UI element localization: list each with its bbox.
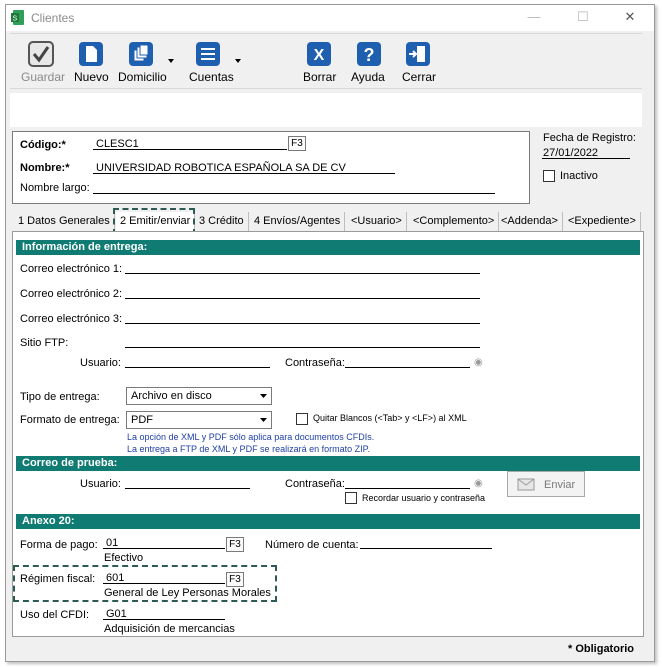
- title-bar: [6, 5, 654, 31]
- required-note: * Obligatorio: [568, 643, 634, 655]
- email3-input[interactable]: [125, 310, 480, 324]
- svg-text:S: S: [12, 15, 18, 23]
- tab-addenda[interactable]: <Addenda>: [497, 212, 563, 231]
- cfdi-use-value: G01: [106, 608, 127, 620]
- new-document-icon: [78, 41, 104, 67]
- delivery-type-label: Tipo de entrega:: [20, 391, 100, 403]
- annex20-section-header: Anexo 20:: [16, 514, 640, 529]
- send-label: Enviar: [544, 479, 576, 491]
- note-xml-pdf: La opción de XML y PDF sólo aplica para documentos CFDIs.: [127, 432, 375, 442]
- tab-expediente[interactable]: <Expediente>: [564, 212, 641, 231]
- tab-emitir-enviar[interactable]: 2 Emitir/enviar: [116, 212, 195, 231]
- email2-label: Correo electrónico 2:: [20, 288, 123, 300]
- test-email-section-header: Correo de prueba:: [16, 456, 640, 471]
- account-number-label: Número de cuenta:: [265, 539, 359, 551]
- exit-door-icon: [405, 41, 431, 67]
- remember-checkbox[interactable]: [345, 492, 357, 504]
- new-label: Nuevo: [74, 70, 109, 84]
- name-value: UNIVERSIDAD ROBOTICA ESPAÑOLA SA DE CV: [96, 162, 346, 174]
- tab-complemento[interactable]: <Complemento>: [409, 212, 499, 231]
- chevron-down-icon: [256, 388, 271, 404]
- ftp-password-label: Contraseña:: [285, 357, 345, 369]
- tax-regime-highlight: [13, 565, 277, 602]
- close-button[interactable]: [402, 40, 438, 86]
- long-name-input[interactable]: [93, 180, 495, 194]
- dropdown-arrow-icon[interactable]: [235, 59, 241, 63]
- payment-form-label: Forma de pago:: [20, 539, 98, 551]
- code-f3-button[interactable]: F3: [288, 136, 306, 151]
- cfdi-use-label: Uso del CFDI:: [20, 609, 90, 621]
- blank-banner: [10, 93, 642, 127]
- remember-label: Recordar usuario y contraseña: [362, 493, 486, 503]
- ftp-site-input[interactable]: [125, 334, 480, 348]
- payment-form-value: 01: [106, 537, 119, 549]
- inactive-label: Inactivo: [560, 170, 598, 182]
- tax-regime-description: General de Ley Personas Morales: [104, 587, 271, 599]
- maximize-icon[interactable]: ☐: [577, 9, 589, 24]
- close-icon[interactable]: ✕: [624, 9, 636, 24]
- registration-date-value: 27/01/2022: [543, 147, 599, 159]
- payment-form-input[interactable]: [103, 535, 225, 549]
- account-number-input[interactable]: [360, 535, 492, 549]
- test-password-label: Contraseña:: [285, 478, 345, 490]
- address-button[interactable]: [118, 40, 178, 86]
- svg-text:?: ?: [363, 45, 375, 65]
- payment-form-description: Efectivo: [104, 552, 144, 564]
- long-name-label: Nombre largo:: [20, 182, 90, 194]
- ftp-password-input[interactable]: [345, 354, 470, 368]
- cfdi-use-description: Adquisición de mercancias: [104, 623, 235, 635]
- delivery-type-value: Archivo en disco: [131, 390, 212, 402]
- email3-label: Correo electrónico 3:: [20, 313, 123, 325]
- tab-usuario[interactable]: <Usuario>: [347, 212, 407, 231]
- strip-blanks-label: Quitar Blancos (<Tab> y <LF>) al XML: [313, 413, 467, 423]
- tab-datos-generales[interactable]: 1 Datos Generales: [14, 212, 115, 231]
- delete-label: Borrar: [303, 70, 337, 84]
- payment-form-f3-button[interactable]: F3: [226, 537, 244, 552]
- email1-input[interactable]: [125, 260, 480, 274]
- accounts-label: Cuentas: [189, 70, 234, 84]
- new-button[interactable]: [73, 40, 111, 86]
- accounts-button[interactable]: [189, 40, 245, 86]
- documents-icon: [128, 41, 154, 67]
- test-user-label: Usuario:: [80, 478, 121, 490]
- help-label: Ayuda: [351, 70, 385, 84]
- delivery-type-select[interactable]: [126, 387, 272, 405]
- delivery-section-header: Información de entrega:: [16, 240, 640, 255]
- close-label: Cerrar: [402, 70, 437, 84]
- delete-x-icon: [306, 41, 332, 67]
- ftp-site-label: Sitio FTP:: [20, 337, 69, 349]
- delivery-format-select[interactable]: [126, 411, 272, 429]
- envelope-send-icon: [516, 476, 538, 493]
- test-password-input[interactable]: [345, 475, 470, 489]
- tab-envios-agentes[interactable]: 4 Envíos/Agentes: [250, 212, 345, 231]
- send-button[interactable]: [507, 471, 585, 497]
- app-icon: [11, 9, 25, 26]
- email2-input[interactable]: [125, 285, 480, 299]
- dropdown-arrow-icon[interactable]: [168, 59, 174, 63]
- name-label: Nombre:*: [20, 162, 70, 174]
- ftp-user-label: Usuario:: [80, 357, 121, 369]
- svg-text:X: X: [313, 47, 325, 64]
- address-label: Domicilio: [118, 70, 167, 84]
- eye-icon[interactable]: ◉: [474, 357, 483, 368]
- note-ftp-zip: La entrega a FTP de XML y PDF se realizará en formato ZIP.: [127, 444, 370, 454]
- tax-regime-value: 601: [106, 572, 125, 584]
- delete-button[interactable]: [303, 40, 337, 86]
- tax-regime-label: Régimen fiscal:: [20, 573, 96, 585]
- minimize-icon[interactable]: —: [527, 9, 541, 24]
- checkmark-icon: [28, 41, 54, 67]
- delivery-format-value: PDF: [131, 414, 153, 426]
- code-label: Código:*: [20, 139, 66, 151]
- tax-regime-f3-button[interactable]: F3: [226, 572, 244, 587]
- chevron-down-icon: [256, 412, 271, 428]
- delivery-format-label: Formato de entrega:: [20, 414, 120, 426]
- registration-date-label: Fecha de Registro:: [543, 132, 636, 144]
- window-title: Clientes: [31, 11, 75, 25]
- save-button[interactable]: [19, 40, 66, 86]
- code-value: CLESC1: [96, 138, 139, 150]
- eye-icon[interactable]: ◉: [474, 478, 483, 489]
- ftp-user-input[interactable]: [125, 354, 270, 368]
- list-icon: [195, 41, 221, 67]
- strip-blanks-checkbox[interactable]: [296, 413, 308, 425]
- tab-credito[interactable]: 3 Crédito: [195, 212, 249, 231]
- help-button[interactable]: [351, 40, 387, 86]
- save-label: Guardar: [21, 70, 66, 84]
- email1-label: Correo electrónico 1:: [20, 263, 123, 275]
- inactive-checkbox[interactable]: [543, 170, 555, 182]
- question-icon: [356, 41, 382, 67]
- test-user-input[interactable]: [125, 475, 250, 489]
